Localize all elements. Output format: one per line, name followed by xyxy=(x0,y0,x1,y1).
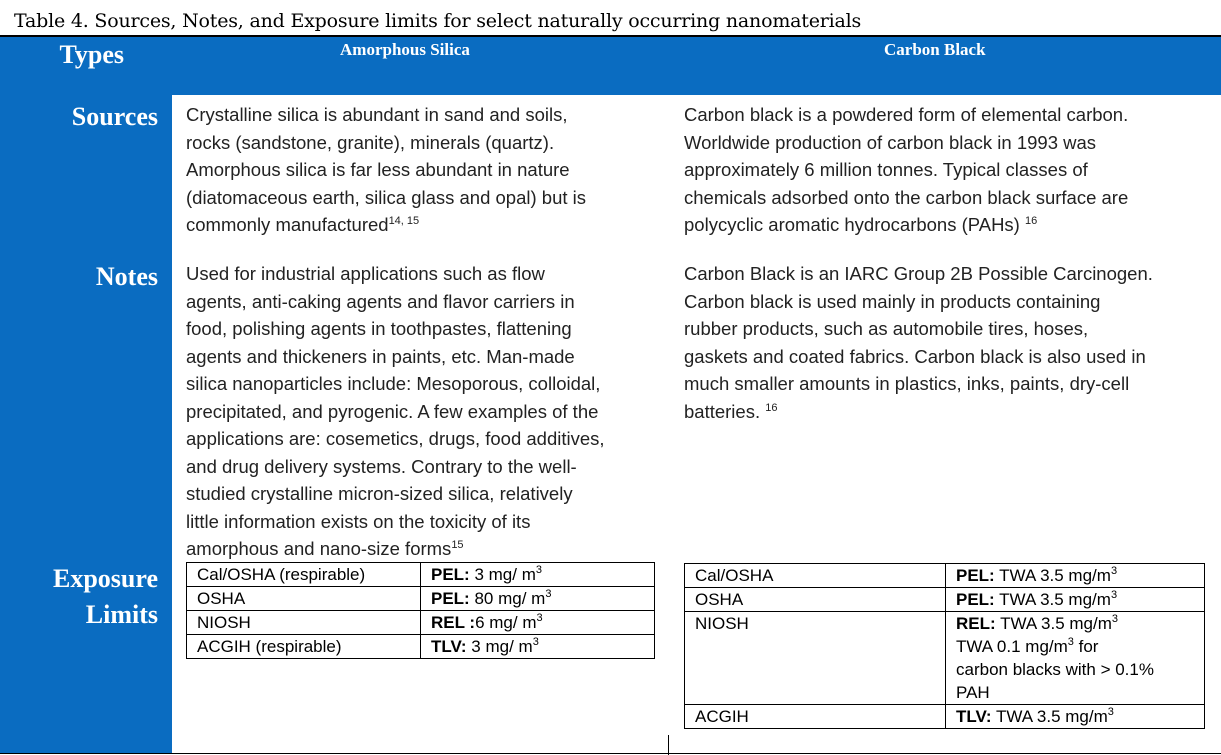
text-line xyxy=(186,211,586,239)
carbon-notes xyxy=(684,260,1153,425)
superscript: 3 xyxy=(1067,636,1074,648)
text-line: Crystalline silica is abundant in sand and soils, xyxy=(186,104,568,125)
text: batteries. xyxy=(684,400,766,422)
agency-cell: OSHA xyxy=(685,588,946,612)
limit-line: carbon blacks with > 0.1% xyxy=(956,660,1154,679)
text-line: approximately 6 million tonnes. Typical classes of xyxy=(684,159,1088,180)
text-line: gaskets and coated fabrics. Carbon black is also used in xyxy=(684,345,1146,367)
limit-type: TLV: xyxy=(431,637,467,656)
reference-superscript: 14, 15 xyxy=(388,215,420,227)
limit-cell xyxy=(421,563,655,587)
text-line: Carbon black is a powdered form of elemental carbon. xyxy=(684,104,1129,125)
agency-cell: NIOSH xyxy=(685,612,946,705)
limit-type: PEL: xyxy=(956,590,995,609)
agency-cell: OSHA xyxy=(187,587,421,611)
silica-sources xyxy=(186,101,586,239)
agency-cell: Cal/OSHA (respirable) xyxy=(187,563,421,587)
text-line: (diatomaceous earth, silica glass and opal) but is xyxy=(186,186,587,208)
text-line: rubber products, such as automobile tires, hoses, xyxy=(684,318,1089,339)
text-line: agents, anti-caking agents and flavor carriers in xyxy=(186,290,575,312)
limit-value: for xyxy=(1073,637,1099,656)
superscript: 3 xyxy=(545,588,552,600)
row-label-types: Types xyxy=(59,40,124,69)
limit-line: PAH xyxy=(956,683,990,702)
table-row xyxy=(685,588,1205,612)
table-row xyxy=(187,635,655,659)
row-label-limits: Limits xyxy=(85,600,158,629)
superscript: 3 xyxy=(1111,613,1118,625)
table-row xyxy=(187,611,655,635)
limit-value: TWA 3.5 mg/m xyxy=(994,590,1111,609)
limit-cell xyxy=(421,611,655,635)
text-line: Carbon Black is an IARC Group 2B Possible Carcinogen. xyxy=(684,263,1153,284)
table-row xyxy=(685,612,1205,705)
column-header-band xyxy=(0,37,1221,95)
text-line: applications are: cosemetics, drugs, food additives, xyxy=(186,428,605,449)
column-divider xyxy=(668,735,669,755)
limit-type: REL: xyxy=(956,614,996,633)
table-caption: Table 4. Sources, Notes, and Exposure limits for select naturally occurring nanomaterials xyxy=(14,10,862,32)
limit-value: TWA 3.5 mg/m xyxy=(995,614,1112,633)
text-line: Worldwide production of carbon black in 1993 was xyxy=(684,131,1097,153)
limit-cell xyxy=(946,705,1205,729)
limit-line xyxy=(956,635,1194,658)
superscript: 3 xyxy=(1107,706,1114,718)
superscript: 3 xyxy=(1110,565,1118,577)
row-label-sources: Sources xyxy=(71,102,158,131)
table-row xyxy=(685,564,1205,588)
table-row xyxy=(187,563,655,587)
reference-superscript: 15 xyxy=(451,539,464,551)
limit-cell xyxy=(421,635,655,659)
text: amorphous and nano-size forms xyxy=(186,538,452,559)
limit-cell xyxy=(421,587,655,611)
text-line: Amorphous silica is far less abundant in nature xyxy=(186,159,570,180)
text-line: food, polishing agents in toothpastes, flattening xyxy=(186,318,572,339)
row-label-exposure: Exposure xyxy=(53,564,158,593)
table-row xyxy=(187,587,655,611)
silica-exposure-limits-table xyxy=(186,562,655,659)
text-line: Used for industrial applications such as flow xyxy=(186,263,545,284)
agency-cell: Cal/OSHA xyxy=(685,564,946,588)
text-line: Carbon black is used mainly in products containing xyxy=(684,290,1101,312)
row-header-column xyxy=(0,37,172,753)
limit-type: REL : xyxy=(431,613,476,632)
text-line: agents and thickeners in paints, etc. Man-made xyxy=(186,345,575,367)
text-line: and drug delivery systems. Contrary to the well- xyxy=(186,455,577,477)
limit-line xyxy=(956,612,1194,635)
agency-cell: NIOSH xyxy=(187,611,421,635)
silica-notes xyxy=(186,260,605,563)
column-header-carbon-black: Carbon Black xyxy=(884,40,986,59)
limit-type: PEL: xyxy=(956,566,995,585)
limit-type: PEL: xyxy=(431,589,470,608)
carbon-exposure-limits-table xyxy=(684,563,1205,729)
carbon-sources xyxy=(684,101,1128,239)
superscript: 3 xyxy=(535,564,542,576)
limit-cell xyxy=(946,564,1205,588)
superscript: 3 xyxy=(532,636,539,648)
text-line: rocks (sandstone, granite), minerals (quartz). xyxy=(186,131,555,153)
agency-cell: ACGIH (respirable) xyxy=(187,635,421,659)
limit-cell xyxy=(946,588,1205,612)
limit-value: TWA 3.5 mg/m xyxy=(991,707,1108,726)
text-line xyxy=(684,211,1128,239)
limit-type: TLV: xyxy=(956,707,992,726)
limit-value: 3 mg/ m xyxy=(469,565,536,584)
table-row xyxy=(685,705,1205,729)
text: commonly manufactured xyxy=(186,214,389,235)
text-line xyxy=(186,535,605,563)
text-line xyxy=(684,398,1153,426)
limit-value: 6 mg/ m xyxy=(475,613,537,632)
column-header-amorphous-silica: Amorphous Silica xyxy=(340,40,470,59)
limit-type: PEL: xyxy=(431,565,470,584)
limit-value: TWA 3.5 mg/m xyxy=(994,566,1111,585)
text-line: precipitated, and pyrogenic. A few examples of the xyxy=(186,400,599,422)
limit-value: 80 mg/ m xyxy=(469,589,546,608)
text-line: silica nanoparticles include: Mesoporous, colloidal, xyxy=(186,373,601,394)
superscript: 3 xyxy=(1110,589,1118,601)
row-label-notes: Notes xyxy=(95,262,158,291)
text-line: much smaller amounts in plastics, inks, paints, dry-cell xyxy=(684,373,1130,394)
agency-cell: ACGIH xyxy=(685,705,946,729)
text-line: chemicals adsorbed onto the carbon black surface are xyxy=(684,186,1129,208)
text: polycyclic aromatic hydrocarbons (PAHs) xyxy=(684,214,1025,235)
text-line: studied crystalline micron-sized silica, relatively xyxy=(186,483,573,504)
limit-value: TWA 0.1 mg/m xyxy=(956,637,1068,656)
text-line: little information exists on the toxicity of its xyxy=(186,510,531,532)
reference-superscript: 16 xyxy=(1025,215,1038,227)
reference-superscript: 16 xyxy=(765,401,778,414)
limit-value: 3 mg/ m xyxy=(466,637,533,656)
superscript: 3 xyxy=(536,612,543,624)
limit-cell xyxy=(946,612,1205,705)
